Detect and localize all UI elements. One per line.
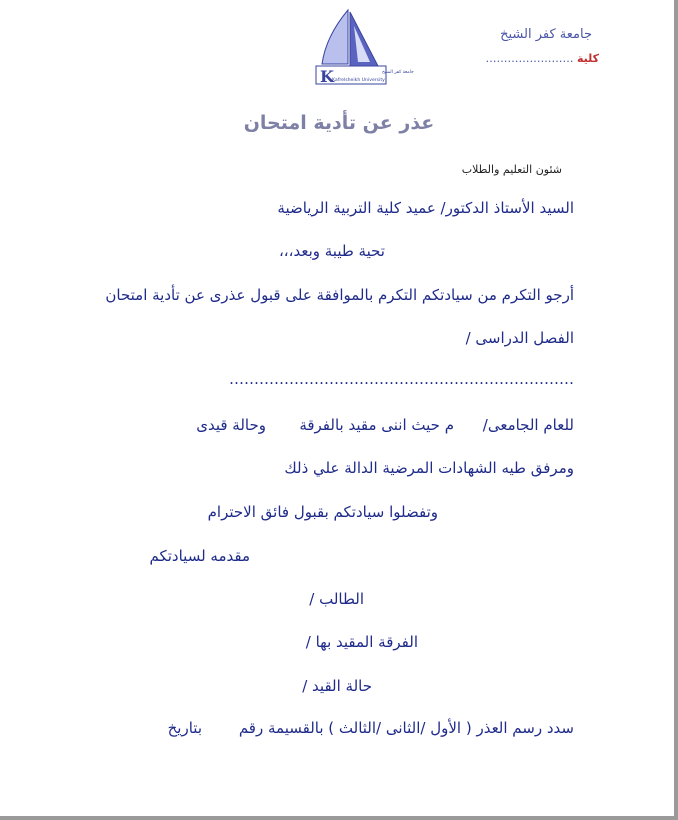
dotted-fill-line[interactable]: …………………………………………………………… [229,370,574,388]
closing-line: وتفضلوا سيادتكم بقبول فائق الاحترام [207,503,438,521]
university-logo [312,6,414,86]
request-line: أرجو التكرم من سيادتكم التكرم بالموافقة على قبول عذرى عن تأدية امتحان [105,286,574,304]
semester-field[interactable]: الفصل الدراسى / [465,329,574,347]
faculty-label: كلية [576,52,599,65]
year-enrolled-field[interactable]: الفرقة المقيد بها / [305,633,418,651]
greeting-line: تحية طيبة وبعد،،، [278,242,385,260]
logo-letter: K [320,67,334,86]
academic-year-field[interactable]: للعام الجامعى/ [482,416,574,434]
department-label: شئون التعليم والطلاب [461,163,562,176]
submitted-by-line: مقدمه لسيادتكم [149,547,250,565]
enrolled-year-field[interactable]: م حيث اننى مقيد بالفرقة [299,416,454,434]
logo-arabic-caption: جامعة كفر الشيخ [382,70,414,75]
logo-sail-left [322,10,348,64]
enrollment-status-field[interactable]: حالة القيد / [302,677,372,695]
addressee-line: السيد الأستاذ الدكتور/ عميد كلية التربية الرياضية [277,199,574,217]
status-field[interactable]: وحالة قيدى [196,416,266,434]
university-name: جامعة كفر الشيخ [500,27,592,42]
student-name-field[interactable]: الطالب / [309,590,364,608]
logo-caption: Kafrelsheikh University [332,78,385,83]
fee-paid-field[interactable]: سدد رسم العذر ( الأول /الثانى /الثالث ) بالقسيمة رقم [238,719,574,737]
faculty-dots: …………………… [485,52,574,65]
attachments-line: ومرفق طيه الشهادات المرضية الدالة علي ذلك [284,459,574,477]
date-field[interactable]: بتاريخ [167,719,202,737]
faculty-field [485,52,599,65]
page-title: عذر عن تأدية امتحان [243,112,435,134]
